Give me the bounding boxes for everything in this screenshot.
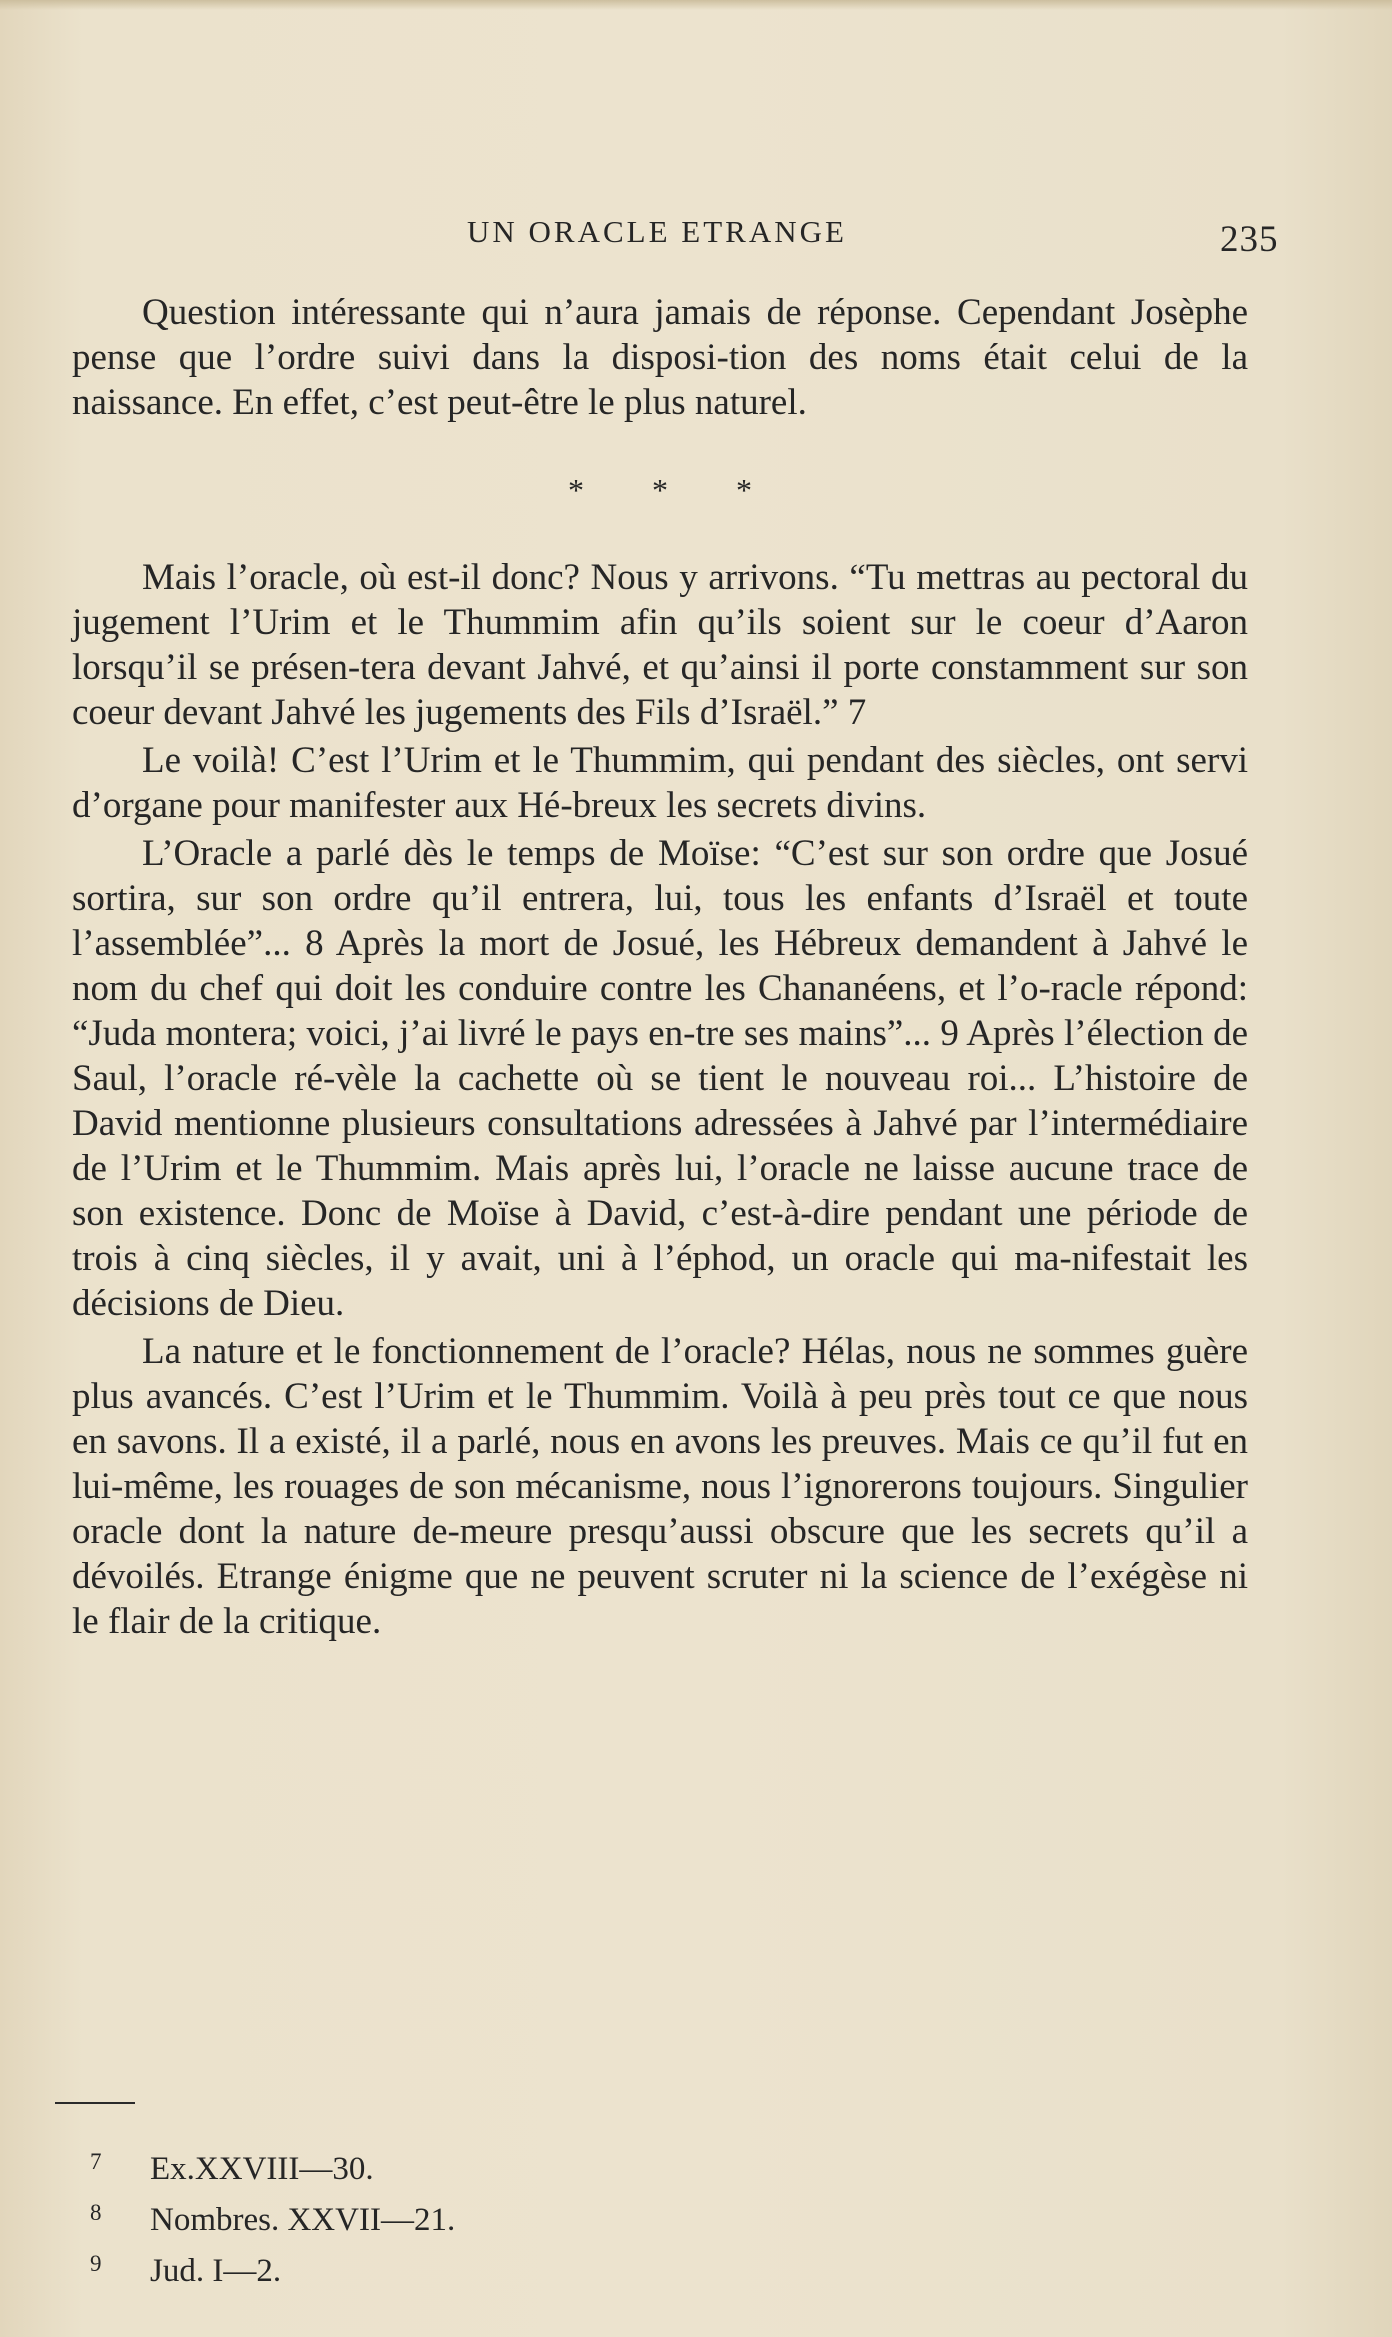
running-title: UN ORACLE ETRANGE	[467, 214, 847, 249]
footnote	[90, 2191, 990, 2242]
footnote-rule	[55, 2102, 135, 2104]
page-number: 235	[1220, 219, 1279, 260]
footnote-mark: 8	[90, 2200, 102, 2225]
footnote-mark: 9	[90, 2251, 102, 2276]
paragraph: Le voilà! C’est l’Urim et le Thummim, qui pendant des siècles, ont servi d’organe pour manifester aux Hé-breux les secrets divins.	[72, 740, 1248, 826]
page-header	[70, 206, 1279, 266]
paragraph: Question intéressante qui n’aura jamais de réponse. Cependant Josèphe pense que l’ordre suivi dans la disposi-tion des noms était celui de la naissance. En effet, c’est peut-être le plus naturel.	[72, 292, 1248, 423]
section-separator: * * *	[568, 472, 782, 508]
footnote-text: Jud. I—2.	[150, 2253, 282, 2289]
footnote	[90, 2140, 990, 2191]
footnote-text: Nombres. XXVII—21.	[150, 2202, 456, 2238]
footnote	[90, 2242, 990, 2293]
page-top-edge	[0, 0, 1392, 10]
footnotes	[90, 2140, 990, 2293]
paragraph: Mais l’oracle, où est-il donc? Nous y arrivons. “Tu mettras au pectoral du jugement l’Urim et le Thummim afin qu’ils soient sur le coeur d’Aaron lorsqu’il se présen-tera devant Jahvé, et qu’ainsi il porte constamment sur son coeur devant Jahvé les jugements des Fils d’Israël.” 7	[72, 557, 1248, 733]
page-body	[72, 290, 1248, 1644]
footnote-text: Ex.XXVIII—30.	[150, 2151, 374, 2187]
paragraph: La nature et le fonctionnement de l’oracle? Hélas, nous ne sommes guère plus avancés. C’est l’Urim et le Thummim. Voilà à peu près tout ce que nous en savons. Il a existé, il a parlé, nous en avons les preuves. Mais ce qu’il fut en lui-même, les rouages de son mécanisme, nous l’ignorerons toujours. Singulier oracle dont la nature de-meure presqu’aussi obscure que les secrets qu’il a dévoilés. Etrange énigme que ne peuvent scruter ni la science de l’exégèse ni le flair de la critique.	[72, 1331, 1248, 1642]
footnote-mark: 7	[90, 2149, 102, 2174]
paragraph: L’Oracle a parlé dès le temps de Moïse: “C’est sur son ordre que Josué sortira, sur son ordre qu’il entrera, lui, tous les enfants d’Israël et toute l’assemblée”... 8 Après la mort de Josué, les Hébreux demandent à Jahvé le nom du chef qui doit les conduire contre les Chananéens, et l’o-racle répond: “Juda montera; voici, j’ai livré le pays en-tre ses mains”... 9 Après l’élection de Saul, l’oracle ré-vèle la cachette où se tient le nouveau roi... L’histoire de David mentionne plusieurs consultations adressées à Jahvé par l’intermédiaire de l’Urim et le Thummim. Mais après lui, l’oracle ne laisse aucune trace de son existence. Donc de Moïse à David, c’est-à-dire pendant une période de trois à cinq siècles, il y avait, uni à l’éphod, un oracle qui ma-nifestait les décisions de Dieu.	[72, 833, 1248, 1324]
